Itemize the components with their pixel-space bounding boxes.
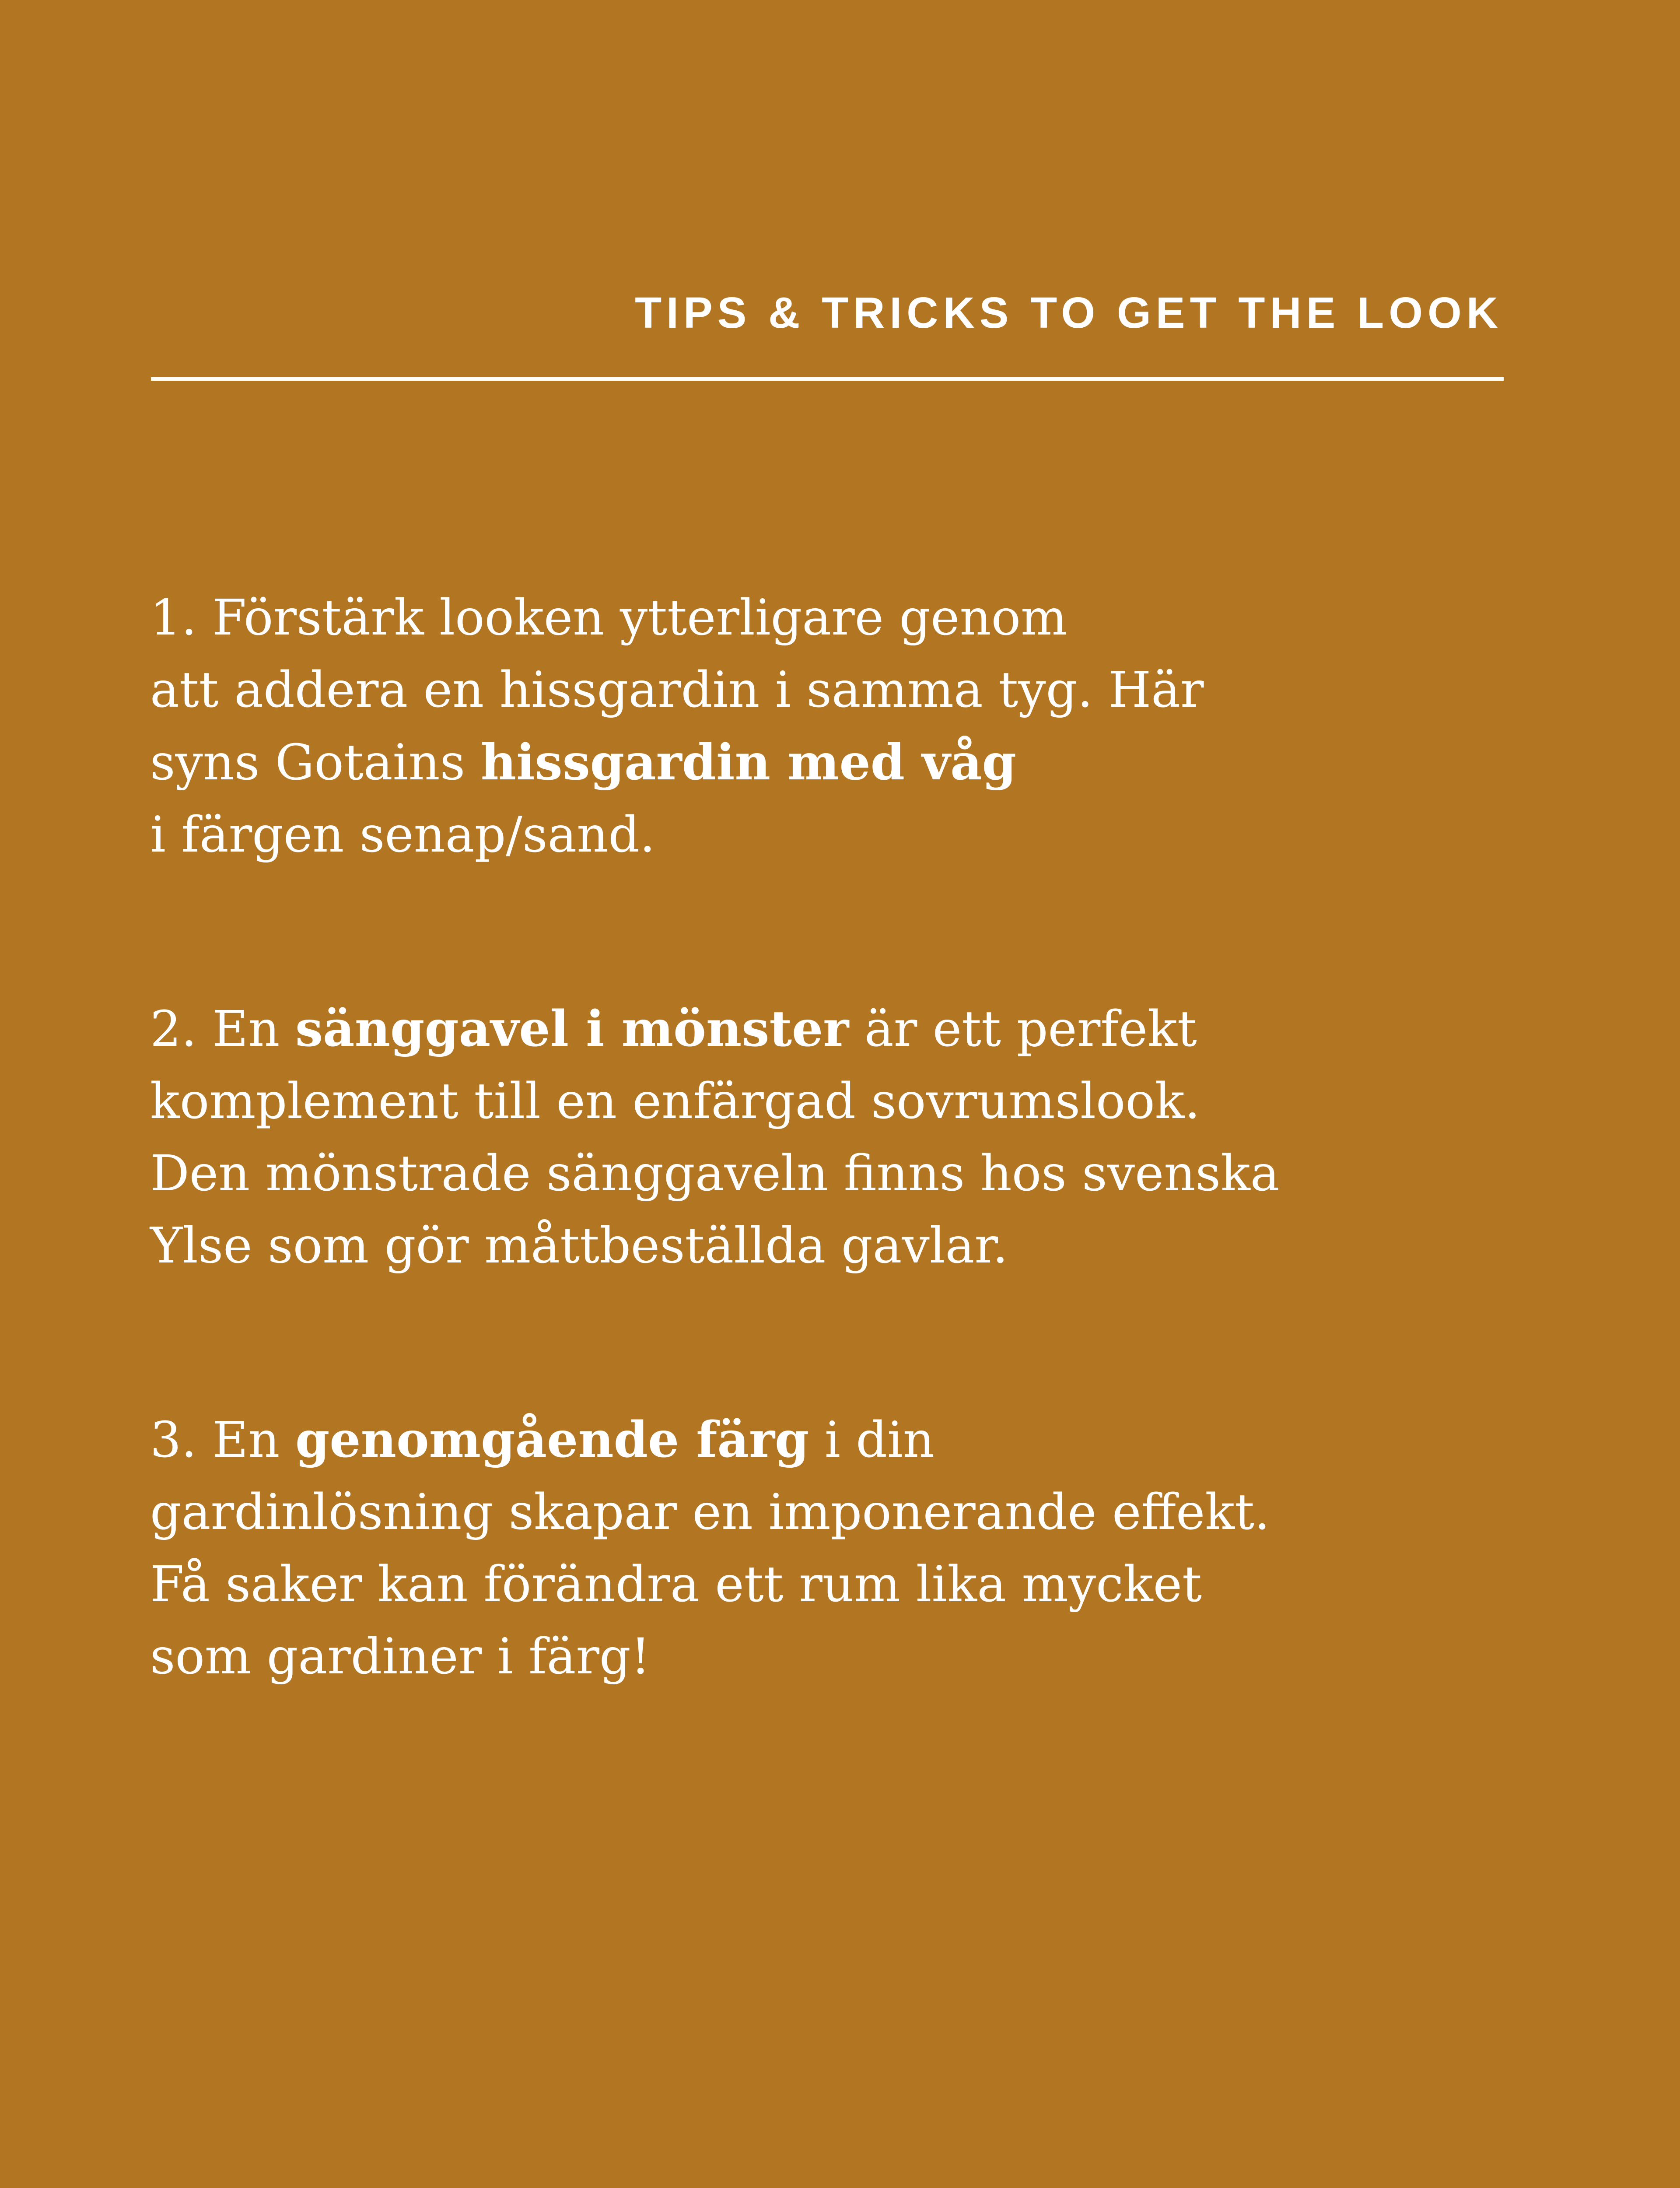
tip-text: är ett perfekt (849, 1001, 1197, 1058)
tip-line (150, 654, 1550, 726)
header-title: TIPS & TRICKS TO GET THE LOOK (635, 288, 1503, 337)
tip-line (150, 1404, 1550, 1476)
tip-item (150, 993, 1550, 1282)
tip-line (150, 1476, 1550, 1549)
tip-text: 1. Förstärk looken ytterligare genom (150, 589, 1068, 646)
tip-text: gardinlösning skapar en imponerande effekt. (150, 1484, 1270, 1541)
tip-line (150, 1621, 1550, 1693)
tip-line (150, 993, 1550, 1066)
tip-text: 2. En (150, 1001, 295, 1058)
tip-text: syns Gotains (150, 734, 481, 791)
tip-line (150, 799, 1550, 871)
tip-text: i din (809, 1412, 935, 1469)
tip-text: att addera en hissgardin i samma tyg. Här (150, 662, 1204, 719)
tip-line (150, 582, 1550, 654)
tips-list (150, 582, 1550, 1815)
tip-text: Ylse som gör måttbeställda gavlar. (150, 1217, 1008, 1274)
tip-highlight: hissgardin med våg (480, 734, 1016, 791)
tip-highlight: genomgående färg (295, 1411, 809, 1469)
tip-text: 3. En (150, 1412, 295, 1469)
tip-text: komplement till en enfärgad sovrumslook. (150, 1073, 1200, 1130)
tip-line (150, 1549, 1550, 1621)
tip-item (150, 1404, 1550, 1693)
tip-item (150, 582, 1550, 871)
tip-text: Få saker kan förändra ett rum lika mycket (150, 1556, 1202, 1613)
header-divider (151, 377, 1504, 381)
tip-highlight: sänggavel i mönster (295, 1000, 849, 1058)
tip-line (150, 1210, 1550, 1282)
tip-line (150, 1066, 1550, 1138)
tip-line (150, 726, 1550, 799)
tip-text: Den mönstrade sänggaveln finns hos svenska (150, 1145, 1280, 1202)
tip-text: som gardiner i färg! (150, 1628, 651, 1685)
tip-text: i färgen senap/sand. (150, 806, 655, 863)
tip-line (150, 1138, 1550, 1210)
